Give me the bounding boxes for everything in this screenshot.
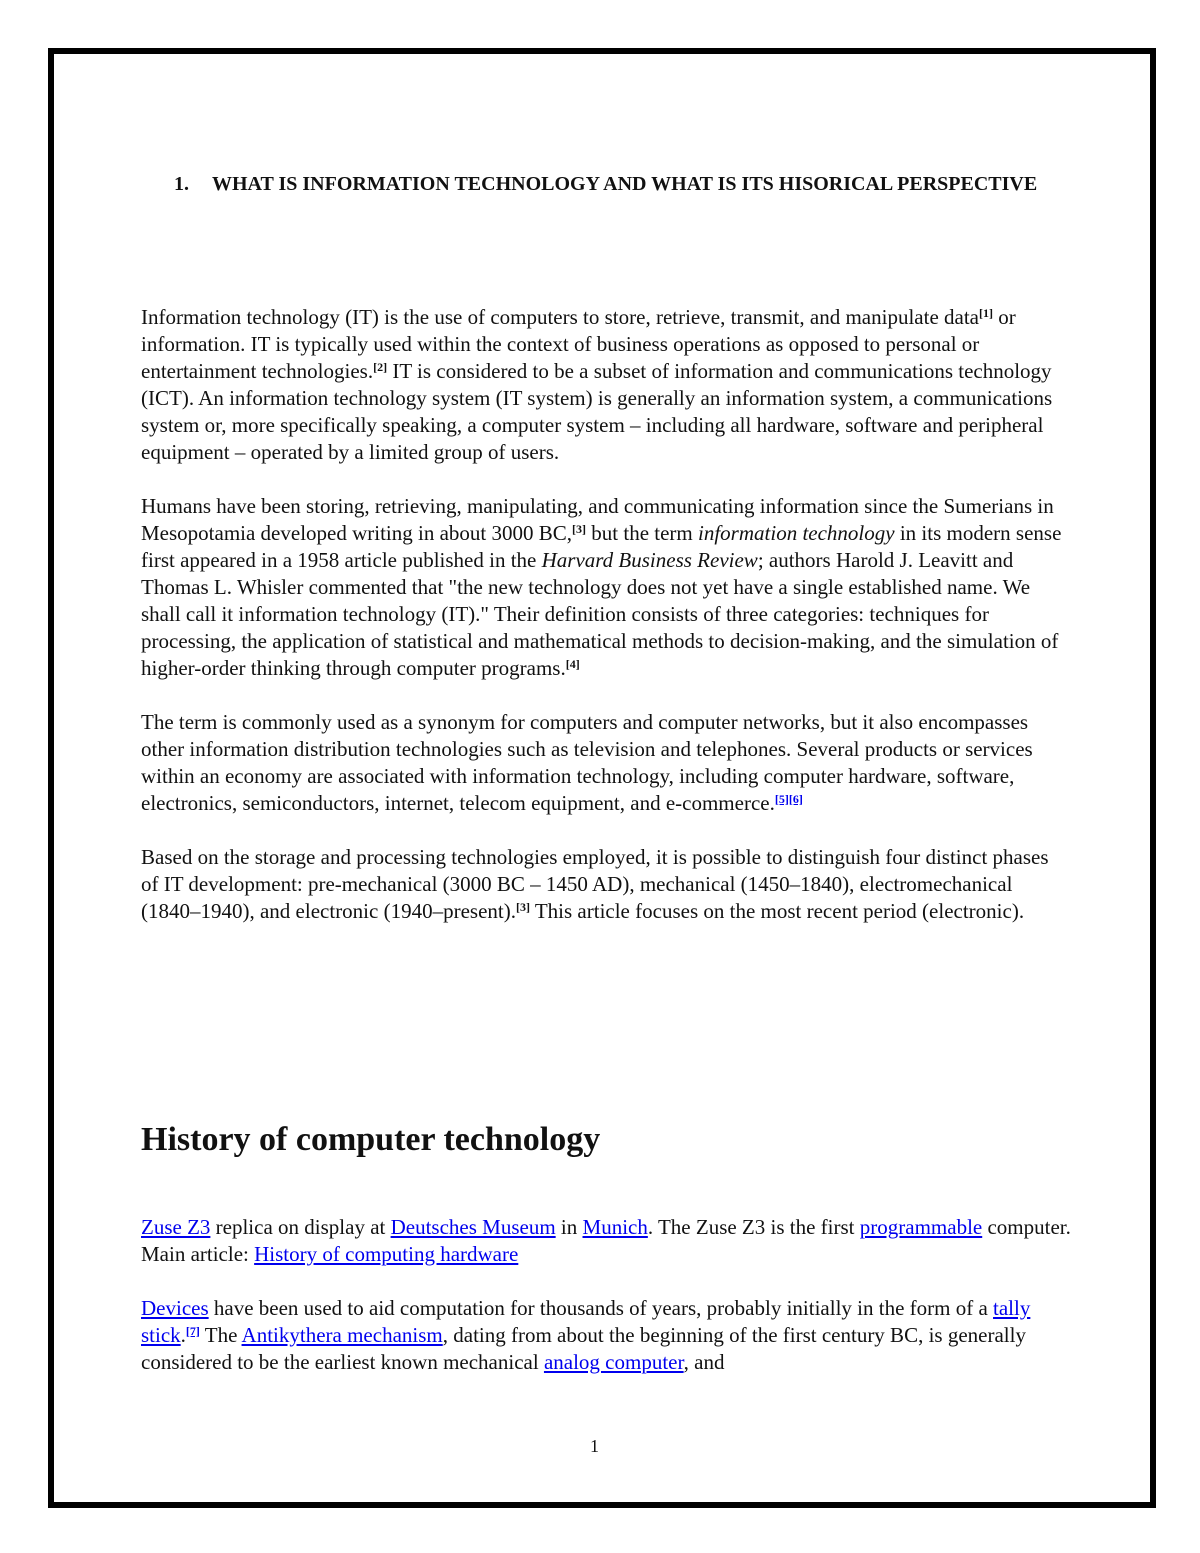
document-body xyxy=(141,304,1071,952)
link-deutsches-museum[interactable]: Deutsches Museum xyxy=(390,1215,556,1239)
paragraph-history xyxy=(141,493,1071,682)
p2-emphasis-it: information technology xyxy=(698,521,895,545)
ref-5-link[interactable]: [5] xyxy=(774,792,789,806)
devices-text-4: , dating from about the beginning of the first century BC, is generally considered to be the earliest known mechanical xyxy=(141,1323,1026,1374)
ref-4: [4] xyxy=(565,657,580,671)
p2-text-b: but the term xyxy=(586,521,699,545)
p1-text-b: or information. IT is typically used within the context of business operations as opposed to personal or entertainment technologies. xyxy=(141,305,1016,383)
caption-text-3: . The Zuse Z3 is the first xyxy=(647,1215,860,1239)
page-number: 1 xyxy=(590,1436,599,1456)
heading-number: 1. xyxy=(174,173,189,195)
p1-text-c: IT is considered to be a subset of information and communications technology (ICT). An information technology system (IT system) is generally an information system, a communications system or, more specifically speaking, a computer system – including all hardware, software and peripheral equipment – operated by a limited group of users. xyxy=(141,359,1053,464)
ref-7-link[interactable]: [7] xyxy=(185,1324,200,1338)
link-programmable[interactable]: programmable xyxy=(859,1215,983,1239)
devices-text-3: The xyxy=(199,1323,242,1347)
link-tally-stick[interactable]: tally stick xyxy=(141,1296,1031,1347)
link-antikythera-mechanism[interactable]: Antikythera mechanism xyxy=(241,1323,443,1347)
caption-text-2: in xyxy=(555,1215,583,1239)
paragraph-devices xyxy=(141,1295,1071,1376)
p2-emphasis-hbr: Harvard Business Review xyxy=(541,548,758,572)
p2-text-d: ; authors Harold J. Leavitt and Thomas L. Whisler commented that "the new technology does not yet have a single established name. We shall call it information technology (IT)." Their definition consists of three categories: techniques for processing, the application of statistical and mathematical methods to decision-making, and the simulation of higher-order thinking through computer programs. xyxy=(141,548,1059,680)
link-munich[interactable]: Munich xyxy=(582,1215,648,1239)
devices-text-1: have been used to aid computation for thousands of years, probably initially in the form of a xyxy=(208,1296,994,1320)
paragraph-phases xyxy=(141,844,1071,925)
ref-2: [2] xyxy=(373,360,388,374)
heading-text: WHAT IS INFORMATION TECHNOLOGY AND WHAT IS ITS HISORICAL PERSPECTIVE xyxy=(212,173,1038,195)
history-section xyxy=(141,1214,1071,1403)
ref-3b: [3] xyxy=(515,900,530,914)
p1-text-a: Information technology (IT) is the use of computers to store, retrieve, transmit, and manipulate data xyxy=(141,305,979,329)
ref-6-link[interactable]: [6] xyxy=(788,792,803,806)
devices-text-2: . xyxy=(180,1323,186,1347)
p3-text-a: The term is commonly used as a synonym for computers and computer networks, but it also encompasses other information distribution technologies such as television and telephones. Several products or services within an economy are associated with information technology, including computer hardware, software, electronics, semiconductors, internet, telecom equipment, and e-commerce. xyxy=(141,710,1033,815)
caption-text-1: replica on display at xyxy=(210,1215,391,1239)
link-analog-computer[interactable]: analog computer xyxy=(543,1350,684,1374)
p2-text-c: in its modern sense first appeared in a 1958 article published in the xyxy=(141,521,1062,572)
p4-text-a: Based on the storage and processing technologies employed, it is possible to distinguish four distinct phases of IT development: pre-mechanical (3000 BC – 1450 AD), mechanical (1450–1840), electromechanical (1840–1940), and electronic (1940–present). xyxy=(141,845,1049,923)
p4-text-b: This article focuses on the most recent period (electronic). xyxy=(529,899,1025,923)
ref-3: [3] xyxy=(572,522,587,536)
paragraph-synonym xyxy=(141,709,1071,817)
p2-text-a: Humans have been storing, retrieving, manipulating, and communicating information since the Sumerians in Mesopotamia developed writing in about 3000 BC, xyxy=(141,494,1054,545)
section-heading xyxy=(174,170,1074,198)
link-devices[interactable]: Devices xyxy=(141,1296,209,1320)
ref-1: [1] xyxy=(979,306,993,320)
devices-text-5: , and xyxy=(683,1350,725,1374)
main-article xyxy=(141,1241,1071,1268)
caption xyxy=(141,1214,1071,1241)
caption-text-4: computer. xyxy=(982,1215,1071,1239)
history-title: History of computer technology xyxy=(141,1121,601,1158)
link-history-of-computing-hardware[interactable]: History of computing hardware xyxy=(254,1242,519,1266)
link-zuse-z3[interactable]: Zuse Z3 xyxy=(141,1215,211,1239)
paragraph-definition xyxy=(141,304,1071,466)
main-article-label: Main article: xyxy=(141,1242,255,1266)
